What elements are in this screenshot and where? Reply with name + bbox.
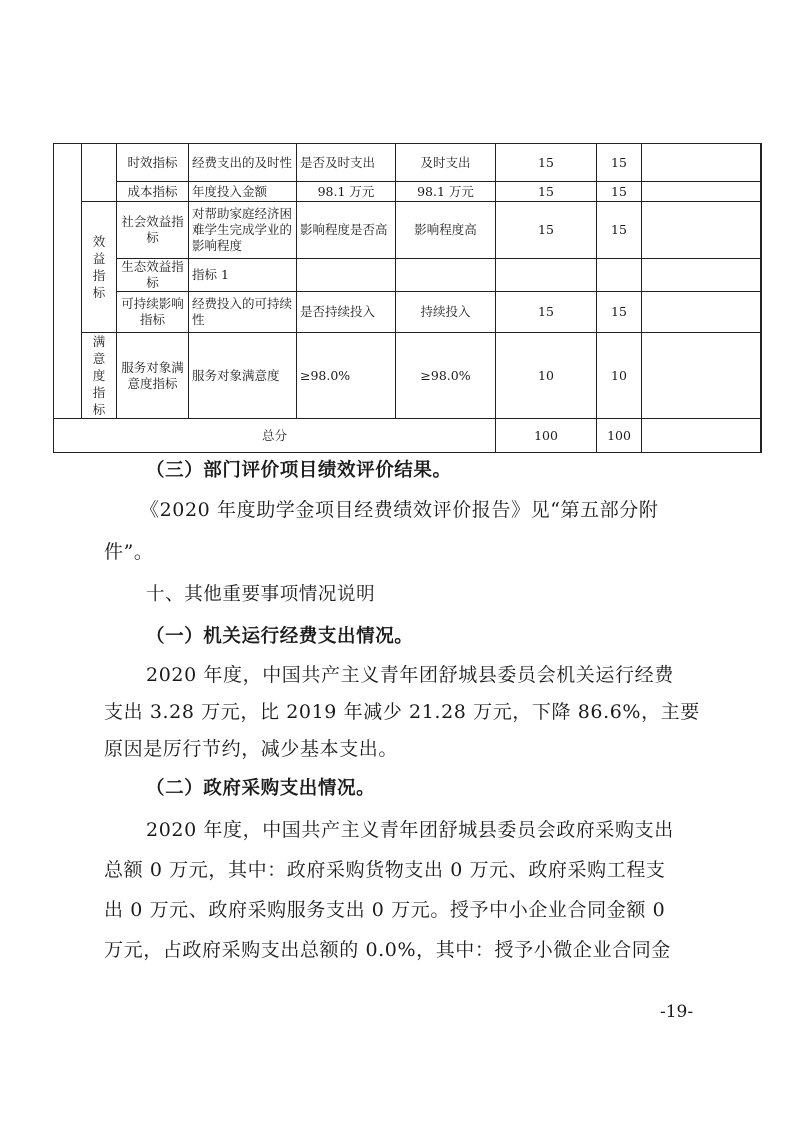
total-label-cell: 总分 [54,419,496,453]
section-3-heading: （三）部门评价项目绩效评价结果。 [146,460,452,481]
category-cell: 可持续影响指标 [117,292,189,333]
note-cell [642,202,761,259]
table-row [54,202,761,259]
group-char: 标 [92,285,106,300]
paragraph-line: 2020 年度，中国共产主义青年团舒城县委员会政府采购支出 [146,819,674,841]
paragraph-line: 《2020 年度助学金项目经费绩效评价报告》见“第五部分附 [140,499,659,521]
category-cell: 社会效益指标 [117,202,189,259]
group-char: 意 [92,351,106,366]
performance-table [53,143,762,453]
standard-cell: 是否持续投入 [297,292,396,333]
indicator-cell: 年度投入金额 [189,182,297,202]
standard-cell [297,259,396,292]
group-char: 标 [92,402,106,417]
paragraph-line: 原因是厉行节约，减少基本支出。 [104,738,399,760]
paragraph-line: 万元，占政府采购支出总额的 0.0%，其中：授予小微企业合同金 [104,939,671,961]
group-char: 指 [92,385,106,400]
score-cell: 15 [597,144,642,182]
group-cell [82,144,117,202]
indicator-cell: 服务对象满意度 [189,333,297,419]
indicator-cell: 指标 1 [189,259,297,292]
table-row [54,182,761,202]
note-cell [642,144,761,182]
category-cell: 时效指标 [117,144,189,182]
paragraph-line: 2020 年度，中国共产主义青年团舒城县委员会机关运行经费 [146,664,674,686]
actual-cell [396,259,496,292]
note-cell [642,292,761,333]
table-total-row [54,419,761,453]
section-10-1-heading: （一）机关运行经费支出情况。 [146,626,414,647]
note-cell [642,259,761,292]
score-cell [597,259,642,292]
actual-cell: ≥98.0% [396,333,496,419]
actual-cell: 持续投入 [396,292,496,333]
category-cell: 生态效益指标 [117,259,189,292]
total-score-cell: 100 [597,419,642,453]
group-char: 益 [92,251,106,266]
standard-cell: 98.1 万元 [297,182,396,202]
paragraph-line: 总额 0 万元，其中：政府采购货物支出 0 万元、政府采购工程支 [104,859,666,881]
paragraph-line: 件”。 [104,541,154,563]
category-cell: 成本指标 [117,182,189,202]
section-10-2-heading: （二）政府采购支出情况。 [146,778,376,799]
actual-cell: 及时支出 [396,144,496,182]
group-char: 指 [92,268,106,283]
weight-cell: 15 [496,202,597,259]
paragraph-line: 支出 3.28 万元，比 2019 年减少 21.28 万元，下降 86.6%，主要 [104,701,700,723]
group-char: 效 [92,234,106,249]
table-row [54,292,761,333]
table-row [54,144,761,182]
category-cell: 服务对象满意度指标 [117,333,189,419]
outer-category-cell [54,144,82,419]
paragraph-line: 出 0 万元、政府采购服务支出 0 万元。授予中小企业合同金额 0 [104,899,666,921]
weight-cell: 15 [496,182,597,202]
score-cell: 15 [597,292,642,333]
actual-cell: 影响程度高 [396,202,496,259]
table-row [54,333,761,419]
group-char: 度 [92,368,106,383]
group-cell-benefit [82,202,117,333]
standard-cell: 是否及时支出 [297,144,396,182]
table-row [54,259,761,292]
group-cell-satisfaction [82,333,117,419]
weight-cell: 15 [496,292,597,333]
group-char: 满 [92,334,106,349]
weight-cell: 10 [496,333,597,419]
note-cell [642,182,761,202]
standard-cell: 影响程度是否高 [297,202,396,259]
indicator-cell: 经费支出的及时性 [189,144,297,182]
note-cell [642,333,761,419]
weight-cell: 15 [496,144,597,182]
actual-cell: 98.1 万元 [396,182,496,202]
standard-cell: ≥98.0% [297,333,396,419]
total-note-cell [642,419,761,453]
section-10-heading: 十、其他重要事项情况说明 [146,584,376,605]
page-number: -19- [660,1002,694,1022]
indicator-cell: 对帮助家庭经济困难学生完成学业的影响程度 [189,202,297,259]
total-weight-cell: 100 [496,419,597,453]
score-cell: 10 [597,333,642,419]
score-cell: 15 [597,182,642,202]
weight-cell [496,259,597,292]
indicator-cell: 经费投入的可持续性 [189,292,297,333]
score-cell: 15 [597,202,642,259]
